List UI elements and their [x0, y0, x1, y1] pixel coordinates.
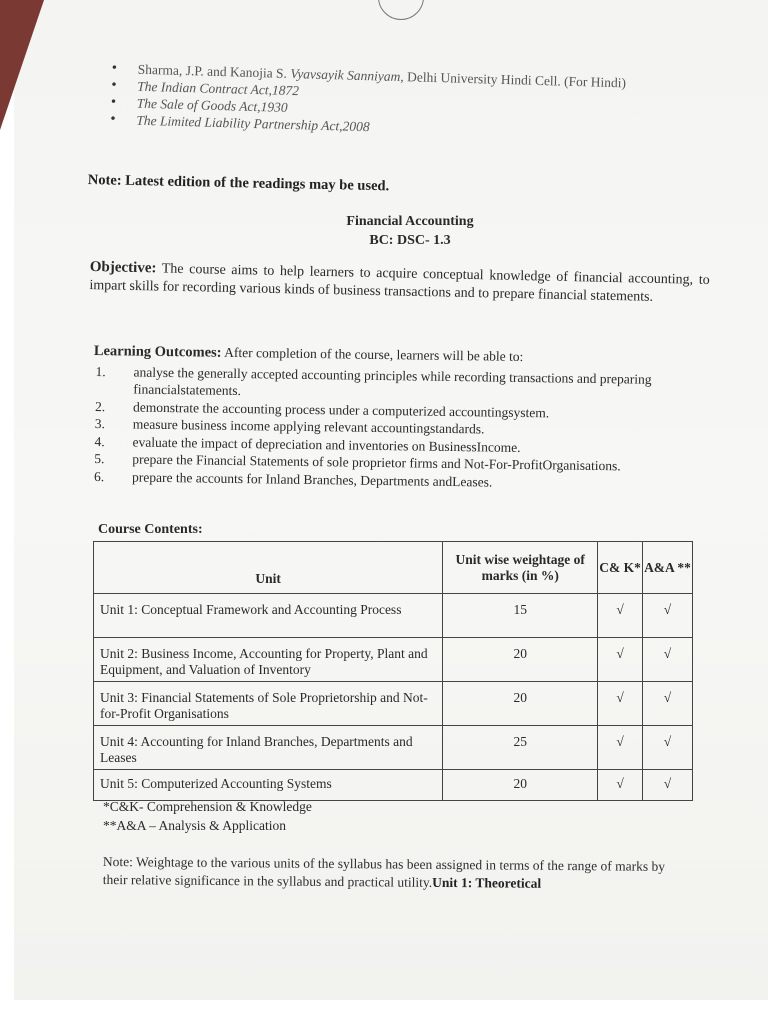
ck-check-cell: √ [598, 594, 643, 638]
learning-outcomes [92, 342, 714, 494]
course-contents-heading: Course Contents: [98, 522, 203, 537]
weightage-cell: 20 [443, 682, 598, 726]
aa-check-cell: √ [643, 594, 693, 638]
document-page [14, 0, 768, 1000]
outcome-item: 1. analyse the generally accepted accounting principles while recording transactions and preparing financialstatements. [95, 363, 652, 399]
aa-check-cell: √ [643, 682, 693, 726]
outcome-list [92, 362, 714, 493]
table-row [94, 726, 693, 770]
outcome-item: 5. prepare the Financial Statements of sole proprietor firms and Not-For-ProfitOrganisations. [94, 451, 621, 474]
legend-aa: **A&A – Analysis & Application [103, 818, 287, 833]
weightage-note: Note: Weightage to the various units of the syllabus has been assigned in terms of the range of marks by their relative significance in the syllabus and practical utility.Unit 1: Theoretical [102, 853, 666, 891]
header-ck: C& K* [598, 542, 643, 594]
ck-check-cell: √ [598, 726, 643, 770]
outcome-item: 2. demonstrate the accounting process under a computerized accountingsystem. [95, 398, 550, 420]
weightage-cell: 20 [443, 770, 598, 801]
header-aa: A&A ** [643, 542, 693, 594]
header-weightage: Unit wise weightage of marks (in %) [443, 542, 598, 594]
unit-cell: Unit 2: Business Income, Accounting for Property, Plant and Equipment, and Valuation of Inventory [94, 638, 443, 682]
table-header-row [94, 542, 693, 594]
ck-check-cell: √ [598, 638, 643, 682]
course-contents-table [93, 541, 693, 801]
background-corner [0, 0, 44, 130]
aa-check-cell: √ [643, 638, 693, 682]
unit-cell: Unit 1: Conceptual Framework and Accounting Process [94, 594, 443, 638]
aa-check-cell: √ [643, 726, 693, 770]
outcome-item: 3. measure business income applying relevant accountingstandards. [94, 416, 485, 437]
table-legend [103, 797, 312, 835]
unit-cell: Unit 4: Accounting for Inland Branches, Departments and Leases [94, 726, 443, 770]
reference-item: • The Limited Liability Partnership Act,2008 [110, 111, 690, 144]
legend-ck: *C&K- Comprehension & Knowledge [103, 799, 312, 814]
objective-paragraph: Objective: The course aims to help learners to acquire conceptual knowledge of financial accounting, to impart skills for recording various kinds of business transactions and to prepare financial statements. [89, 258, 710, 305]
course-code: BC: DSC- 1.3 [369, 233, 451, 248]
weightage-cell: 20 [443, 638, 598, 682]
header-unit: Unit [94, 542, 443, 594]
ck-check-cell: √ [598, 770, 643, 801]
outcome-item: 6. prepare the accounts for Inland Branches, Departments andLeases. [94, 468, 493, 490]
objective-label: Objective: [89, 258, 157, 277]
aa-check-cell: √ [643, 770, 693, 801]
course-title: Financial Accounting [346, 214, 474, 229]
reference-item: • The Sale of Goods Act,1930 [111, 94, 691, 127]
outcome-item: 4. evaluate the impact of depreciation and inventories on BusinessIncome. [94, 433, 521, 455]
table-row [94, 594, 693, 638]
unit-cell: Unit 5: Computerized Accounting Systems [94, 770, 443, 801]
table-row [94, 682, 693, 726]
unit1-heading-start: Unit 1: Theoretical [432, 874, 542, 891]
learning-outcomes-heading: Learning Outcomes: After completion of the course, learners will be able to: [93, 342, 524, 364]
reference-item: • Sharma, J.P. and Kanojia S. Vyavsayik Sanniyam, Delhi University Hindi Cell. (For Hindi) [112, 60, 692, 93]
unit-cell: Unit 3: Financial Statements of Sole Proprietorship and Not-for-Profit Organisations [94, 682, 443, 726]
background-floor [0, 1000, 768, 1024]
ck-check-cell: √ [598, 682, 643, 726]
table-row [94, 638, 693, 682]
weightage-cell: 25 [443, 726, 598, 770]
weightage-cell: 15 [443, 594, 598, 638]
table-row [94, 770, 693, 801]
latest-edition-note: Note: Latest edition of the readings may be used. [87, 172, 390, 195]
reference-item: • The Indian Contract Act,1872 [111, 77, 691, 110]
